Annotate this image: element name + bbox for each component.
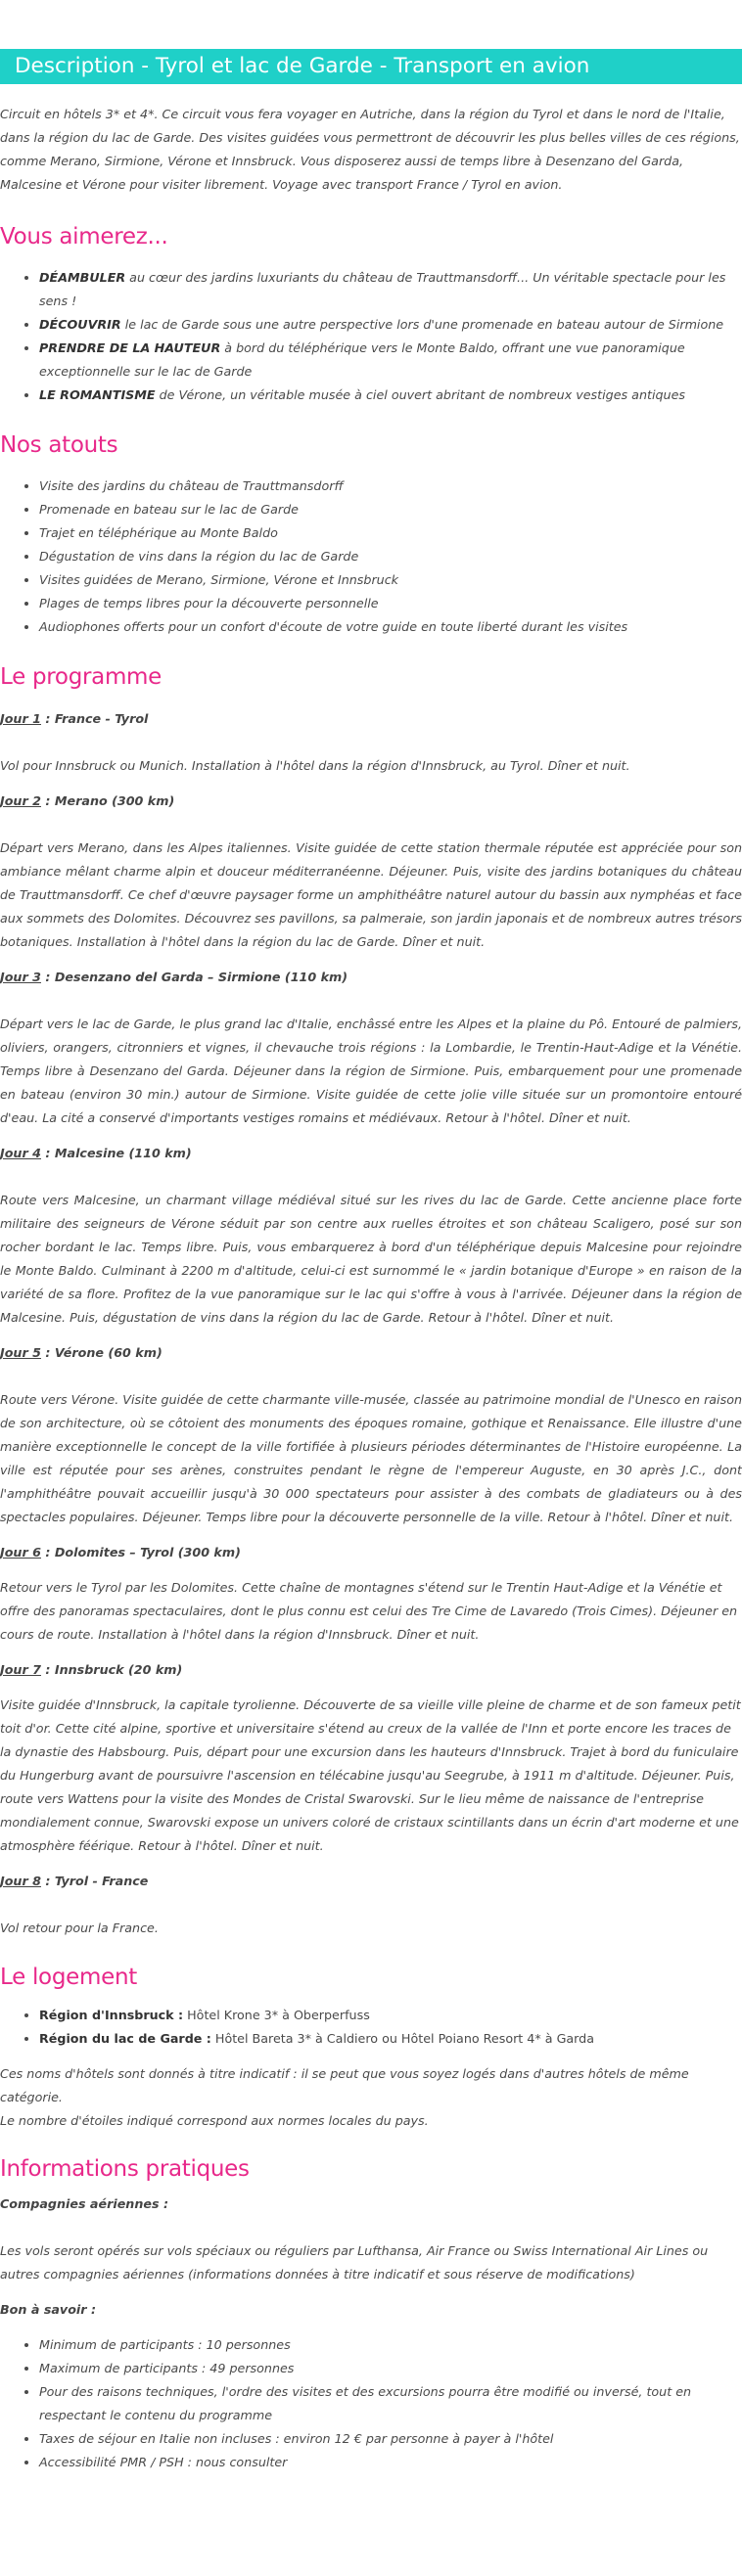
day-7-title: Jour 7 : Innsbruck (20 km) <box>0 1662 183 1677</box>
list-item: • Visite des jardins du château de Trauttmansdorff <box>39 475 742 498</box>
list-item: • Accessibilité PMR / PSH : nous consulter <box>39 2451 742 2474</box>
list-item: • Pour des raisons techniques, l'ordre des visites et des excursions pourra être modifié ou inversé, tout en respectant le contenu du programme <box>39 2380 742 2427</box>
day-8-text: Vol retour pour la France. <box>0 1921 159 1935</box>
list-item: • Taxes de séjour en Italie non incluses : environ 12 € par personne à payer à l'hôtel <box>39 2427 742 2451</box>
logement-stars-note: Le nombre d'étoiles indiqué correspond aux normes locales du pays. <box>0 2113 429 2128</box>
vous-aimerez-list <box>0 266 742 407</box>
programme-heading: Le programme <box>0 664 162 690</box>
nos-atouts-list <box>0 475 742 639</box>
day-5-text: Route vers Vérone. Visite guidée de cette charmante ville-musée, classée au patrimoine mondial de l'Unesco en raison de son architecture, où se côtoient des monuments des époques romaine, gothique et Renaissance. Elle illustre d'une manière exceptionnelle le concept de la ville fortifiée à plusieurs périodes déterminantes de l'Histoire européenne. La ville est réputée pour ses arènes, construites pendant le règne de l'empereur Auguste, en 30 après J.C., dont l'amphithéâtre pouvait accueillir jusqu'à 30 000 spectateurs pour assister à des combats de gladiateurs ou à des spectacles populaires. Déjeuner. Temps libre pour la découverte personnelle de la ville. Retour à l'hôtel. Dîner et nuit. <box>0 1392 742 1524</box>
day-6-text: Retour vers le Tyrol par les Dolomites. Cette chaîne de montagnes s'étend sur le Trentin Haut-Adige et la Vénétie et offre des panoramas spectaculaires, dont le plus connu est celui des Tre Cime de Lavaredo (Trois Cimes). Déjeuner en cours de route. Installation à l'hôtel dans la région d'Innsbruck. Dîner et nuit. <box>0 1580 738 1642</box>
day-3-title: Jour 3 : Desenzano del Garda – Sirmione (110 km) <box>0 970 348 984</box>
logement-list <box>0 2004 742 2051</box>
day-2-title: Jour 2 : Merano (300 km) <box>0 793 175 808</box>
day-8-title: Jour 8 : Tyrol - France <box>0 1874 149 1888</box>
compagnies-label: Compagnies aériennes : <box>0 2196 169 2211</box>
infos-heading: Informations pratiques <box>0 2156 250 2182</box>
logement-note: Ces noms d'hôtels sont donnés à titre indicatif : il se peut que vous soyez logés dans d'autres hôtels de même catégorie. <box>0 2066 689 2104</box>
list-item: • Région du lac de Garde : Hôtel Bareta 3* à Caldiero ou Hôtel Poiano Resort 4* à Garda <box>39 2027 742 2051</box>
list-item: • Dégustation de vins dans la région du lac de Garde <box>39 545 742 568</box>
day-1-text: Vol pour Innsbruck ou Munich. Installation à l'hôtel dans la région d'Innsbruck, au Tyrol. Dîner et nuit. <box>0 758 630 773</box>
day-2-text: Départ vers Merano, dans les Alpes italiennes. Visite guidée de cette station thermale réputée est appréciée pour son ambiance mêlant charme alpin et douceur méditerranéenne. Déjeuner. Puis, visite des jardins botaniques du château de Trauttmansdorff. Ce chef d'œuvre paysager forme un amphithéâtre naturel autour du bassin aux nymphéas et face aux sommets des Dolomites. Découvrez ses pavillons, sa palmeraie, son jardin japonais et de nombreux autres trésors botaniques. Installation à l'hôtel dans la région du lac de Garde. Dîner et nuit. <box>0 840 742 949</box>
logement-heading: Le logement <box>0 1965 137 1990</box>
list-item: • Trajet en téléphérique au Monte Baldo <box>39 521 742 545</box>
day-7-text: Visite guidée d'Innsbruck, la capitale tyrolienne. Découverte de sa vieille ville pleine de charme et de son fameux petit toit d'or. Cette cité alpine, sportive et universitaire s'étend au creux de la vallée de l'Inn et porte encore les traces de la dynastie des Habsbourg. Puis, départ pour une excursion dans les hauteurs d'Innsbruck. Trajet à bord du funiculaire du Hungerburg avant de poursuivre l'ascension en télécabine jusqu'au Seegrube, à 1911 m d'altitude. Déjeuner. Puis, route vers Wattens pour la visite des Mondes de Cristal Swarovski. Sur le lieu même de naissance de l'entreprise mondialement connue, Swarovski expose un univers coloré de cristaux scintillants dans un écrin d'art moderne et une atmosphère féérique. Retour à l'hôtel. Dîner et nuit. <box>0 1697 741 1853</box>
list-item: • Promenade en bateau sur le lac de Garde <box>39 498 742 521</box>
bon-a-savoir-list <box>0 2333 742 2474</box>
list-item: • Région d'Innsbruck : Hôtel Krone 3* à Oberperfuss <box>39 2004 742 2027</box>
list-item: • DÉAMBULER au cœur des jardins luxuriants du château de Trauttmansdorff... Un véritable spectacle pour les sens ! <box>39 266 742 313</box>
vous-aimerez-heading: Vous aimerez... <box>0 224 168 249</box>
day-1-title: Jour 1 : France - Tyrol <box>0 711 149 726</box>
list-item: • Plages de temps libres pour la découverte personnelle <box>39 592 742 615</box>
page <box>0 49 742 2474</box>
list-item: • Audiophones offerts pour un confort d'écoute de votre guide en toute liberté durant les visites <box>39 615 742 639</box>
bon-a-savoir-label: Bon à savoir : <box>0 2302 97 2317</box>
list-item: • Visites guidées de Merano, Sirmione, Vérone et Innsbruck <box>39 568 742 592</box>
compagnies-text: Les vols seront opérés sur vols spéciaux ou réguliers par Lufthansa, Air France ou Swiss International Air Lines ou autres compagnies aériennes (informations données à titre indicatif et sous réserve de modifications) <box>0 2243 709 2282</box>
description-banner: Description - Tyrol et lac de Garde - Transport en avion <box>0 49 742 84</box>
list-item: • LE ROMANTISME de Vérone, un véritable musée à ciel ouvert abritant de nombreux vestiges antiques <box>39 384 742 407</box>
day-4-text: Route vers Malcesine, un charmant village médiéval situé sur les rives du lac de Garde. Cette ancienne place forte militaire des seigneurs de Vérone séduit par son centre aux ruelles étroites et son château Scaligero, posé sur son rocher bordant le lac. Temps libre. Puis, vous embarquerez à bord d'un téléphérique depuis Malcesine pour rejoindre le Monte Baldo. Culminant à 2200 m d'altitude, celui-ci est surnommé le « jardin botanique d'Europe » en raison de la variété de sa flore. Profitez de la vue panoramique sur le lac qui s'offre à vous à l'arrivée. Déjeuner dans la région de Malcesine. Puis, dégustation de vins dans la région du lac de Garde. Retour à l'hôtel. Dîner et nuit. <box>0 1193 742 1325</box>
list-item: • Maximum de participants : 49 personnes <box>39 2357 742 2380</box>
list-item: • Minimum de participants : 10 personnes <box>39 2333 742 2357</box>
day-6-title: Jour 6 : Dolomites – Tyrol (300 km) <box>0 1545 241 1559</box>
nos-atouts-heading: Nos atouts <box>0 432 118 458</box>
list-item: • DÉCOUVRIR le lac de Garde sous une autre perspective lors d'une promenade en bateau autour de Sirmione <box>39 313 742 337</box>
intro-text: Circuit en hôtels 3* et 4*. Ce circuit vous fera voyager en Autriche, dans la région du Tyrol et dans le nord de l'Italie, dans la région du lac de Garde. Des visites guidées vous permettront de découvrir les plus belles villes de ces régions, comme Merano, Sirmione, Vérone et Innsbruck. Vous disposerez aussi de temps libre à Desenzano del Garda, Malcesine et Vérone pour visiter librement. Voyage avec transport France / Tyrol en avion. <box>0 107 740 192</box>
list-item: • PRENDRE DE LA HAUTEUR à bord du téléphérique vers le Monte Baldo, offrant une vue panoramique exceptionnelle sur le lac de Garde <box>39 337 742 384</box>
day-4-title: Jour 4 : Malcesine (110 km) <box>0 1146 192 1160</box>
day-3-text: Départ vers le lac de Garde, le plus grand lac d'Italie, enchâssé entre les Alpes et la plaine du Pô. Entouré de palmiers, oliviers, orangers, citronniers et vignes, il chevauche trois régions : la Lombardie, le Trentin-Haut-Adige et la Vénétie. Temps libre à Desenzano del Garda. Déjeuner dans la région de Sirmione. Puis, embarquement pour une promenade en bateau (environ 30 min.) autour de Sirmione. Visite guidée de cette jolie ville située sur un promontoire entouré d'eau. La cité a conservé d'importants vestiges romains et médiévaux. Retour à l'hôtel. Dîner et nuit. <box>0 1017 742 1125</box>
day-5-title: Jour 5 : Vérone (60 km) <box>0 1345 162 1360</box>
